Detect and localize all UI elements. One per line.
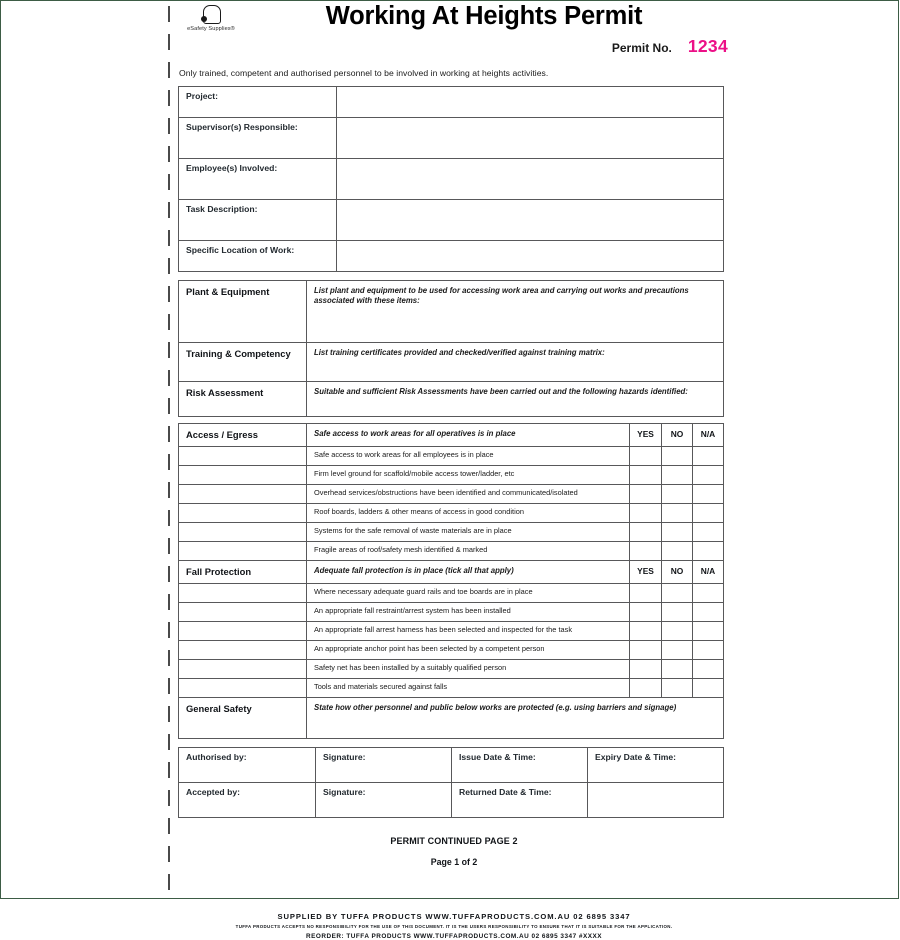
- checklist-answer-box-yes[interactable]: [630, 660, 662, 679]
- checklist-group-header-row: [179, 424, 724, 447]
- details-field-value: [337, 159, 723, 163]
- checklist-item-text-cell: [307, 603, 630, 622]
- checklist-item-text: Tools and materials secured against falls: [314, 682, 448, 691]
- signoff-cell[interactable]: [452, 783, 588, 818]
- checklist-answer-box-na[interactable]: [693, 447, 724, 466]
- signoff-cell-value: [316, 763, 451, 767]
- prep-section-label: Risk Assessment: [186, 387, 264, 398]
- signoff-cell-value: [588, 763, 723, 767]
- details-field-label-cell: [179, 200, 337, 241]
- checklist-answer-box-yes[interactable]: [630, 466, 662, 485]
- checklist-row-spacer: [179, 622, 307, 641]
- page-title: Working At Heights Permit: [325, 2, 643, 30]
- checklist-row: [179, 679, 724, 698]
- checklist-item-text-cell: [307, 485, 630, 504]
- checklist-row: [179, 485, 724, 504]
- checklist-item-text-cell: [307, 622, 630, 641]
- disclaimer-line: TUFFA PRODUCTS ACCEPTS NO RESPONSIBILITY FOR THE USE OF THIS DOCUMENT. IT IS THE USERS RESPONSIBILITY TO ENSURE THAT IT IS SUITABLE FOR THE APPLICATION.: [235, 924, 673, 929]
- permit-continued-note: PERMIT CONTINUED PAGE 2: [390, 836, 518, 846]
- checklist-item-text-cell: [307, 466, 630, 485]
- checklist-item-text: Where necessary adequate guard rails and toe boards are in place: [314, 587, 533, 596]
- signoff-cell[interactable]: [588, 748, 724, 783]
- details-field-input[interactable]: [337, 118, 724, 159]
- details-field-value: [337, 241, 723, 245]
- checklist-group-label: Access / Egress: [186, 429, 258, 440]
- checklist-column-header-label: NO: [670, 429, 684, 439]
- details-field-value: [337, 87, 723, 91]
- checklist-column-header: [630, 561, 662, 584]
- permit-no-value: 1234: [687, 36, 728, 56]
- brand-logo: [178, 4, 244, 32]
- prep-section-label: Plant & Equipment: [186, 286, 270, 297]
- details-field-label: Employee(s) Involved:: [186, 163, 278, 173]
- checklist-answer-box-na[interactable]: [693, 485, 724, 504]
- permit-no-label: Permit No.: [611, 41, 672, 55]
- prep-section-label-cell: [179, 281, 307, 343]
- reorder-line: REORDER: TUFFA PRODUCTS WWW.TUFFAPRODUCTS.COM.AU 02 6895 3347 #XXXX: [305, 933, 603, 940]
- signoff-cell-label: Issue Date & Time:: [459, 752, 536, 762]
- details-field-value: [337, 118, 723, 122]
- general-safety-label: General Safety: [186, 703, 252, 714]
- details-field-input[interactable]: [337, 241, 724, 272]
- details-field-label-cell: [179, 87, 337, 118]
- details-field-label-cell: [179, 118, 337, 159]
- checklist-group-heading: Safe access to work areas for all operatives is in place: [314, 429, 516, 438]
- checklist-item-text-cell: [307, 679, 630, 698]
- signoff-cell-label: Signature:: [323, 787, 366, 797]
- checklist-item-text-cell: [307, 504, 630, 523]
- checklist-answer-box-na[interactable]: [693, 466, 724, 485]
- prep-row: [179, 281, 724, 343]
- checklist-group-label-cell: [179, 424, 307, 447]
- preparation-table: [178, 280, 724, 417]
- signoff-cell-value: [179, 798, 315, 802]
- checklist-row-spacer: [179, 504, 307, 523]
- checklist-row: [179, 660, 724, 679]
- general-safety-label-cell: [179, 698, 307, 739]
- checklist-item-text: Safety net has been installed by a suitably qualified person: [314, 663, 507, 672]
- prep-section-hint: Suitable and sufficient Risk Assessments have been carried out and the following hazards identified:: [314, 387, 688, 396]
- checklist-group-header-row: [179, 561, 724, 584]
- prep-section-input[interactable]: [307, 382, 724, 417]
- checklist-group-heading: Adequate fall protection is in place (tick all that apply): [314, 566, 514, 575]
- signoff-cell-label: Accepted by:: [186, 787, 240, 797]
- signoff-cell-value: [179, 763, 315, 767]
- checklist-item-text: Firm level ground for scaffold/mobile access tower/ladder, etc: [314, 469, 515, 478]
- signoff-cell-label: Expiry Date & Time:: [595, 752, 677, 762]
- checklist-answer-box-no[interactable]: [662, 466, 693, 485]
- checklist-answer-box-no[interactable]: [662, 584, 693, 603]
- checklist-answer-box-no[interactable]: [662, 523, 693, 542]
- signoff-row: [179, 783, 724, 818]
- checklist-group-heading-cell: [307, 561, 630, 584]
- checklist-answer-box-no[interactable]: [662, 641, 693, 660]
- details-field-label-cell: [179, 159, 337, 200]
- prep-section-label-cell: [179, 343, 307, 382]
- signoff-cell[interactable]: [179, 748, 316, 783]
- signoff-cell-label: Returned Date & Time:: [459, 787, 552, 797]
- checklist-answer-box-na[interactable]: [693, 523, 724, 542]
- checklist-column-header: [630, 424, 662, 447]
- checklist-item-text: An appropriate anchor point has been selected by a competent person: [314, 644, 545, 653]
- checklist-item-text: Roof boards, ladders & other means of access in good condition: [314, 507, 524, 516]
- checklist-group-label: Fall Protection: [186, 566, 252, 577]
- details-field-input[interactable]: [337, 159, 724, 200]
- checklist-column-header: [662, 424, 693, 447]
- checklist-row-spacer: [179, 660, 307, 679]
- signoff-cell[interactable]: [316, 783, 452, 818]
- prep-section-value: [307, 397, 723, 401]
- checklist-column-header: [662, 561, 693, 584]
- checklist-row-spacer: [179, 485, 307, 504]
- checklist-item-text: An appropriate fall restraint/arrest system has been installed: [314, 606, 511, 615]
- signoff-cell-label: Signature:: [323, 752, 366, 762]
- general-safety-hint: State how other personnel and public below works are protected (e.g. using barriers and signage): [314, 703, 677, 712]
- checklist-answer-box-yes[interactable]: [630, 523, 662, 542]
- checklist-item-text-cell: [307, 523, 630, 542]
- permit-number-block: [612, 36, 728, 57]
- checklist-row-spacer: [179, 584, 307, 603]
- signoff-table: [178, 747, 724, 818]
- checklist-row: [179, 542, 724, 561]
- checklist-item-text: Overhead services/obstructions have been identified and communicated/isolated: [314, 488, 578, 497]
- signoff-cell-value: [588, 788, 723, 792]
- checklist-answer-box-no[interactable]: [662, 660, 693, 679]
- checklist-answer-box-no[interactable]: [662, 447, 693, 466]
- checklist-answer-box-na[interactable]: [693, 660, 724, 679]
- checklist-answer-box-no[interactable]: [662, 504, 693, 523]
- checklist-answer-box-no[interactable]: [662, 622, 693, 641]
- checklist-item-text-cell: [307, 542, 630, 561]
- signoff-cell-value: [316, 798, 451, 802]
- signoff-cell[interactable]: [179, 783, 316, 818]
- prep-row: [179, 343, 724, 382]
- details-row: [179, 159, 724, 200]
- prep-section-label-cell: [179, 382, 307, 417]
- details-field-label: Specific Location of Work:: [186, 245, 295, 255]
- general-safety-value: [307, 713, 723, 717]
- checklist-answer-box-yes[interactable]: [630, 622, 662, 641]
- signoff-cell-value: [452, 763, 587, 767]
- prep-section-input[interactable]: [307, 281, 724, 343]
- checklist-answer-box-na[interactable]: [693, 504, 724, 523]
- checklist-column-header-label: NO: [670, 566, 684, 576]
- checklist-item-text: Fragile areas of roof/safety mesh identified & marked: [314, 545, 488, 554]
- prep-row: [179, 382, 724, 417]
- prep-section-label: Training & Competency: [186, 348, 291, 359]
- permit-page: [178, 0, 730, 940]
- checklist-item-text-cell: [307, 641, 630, 660]
- checklist-row-spacer: [179, 542, 307, 561]
- details-row: [179, 118, 724, 159]
- supplied-by-line: SUPPLIED BY TUFFA PRODUCTS WWW.TUFFAPRODUCTS.COM.AU 02 6895 3347: [277, 912, 631, 921]
- prep-section-hint: List plant and equipment to be used for accessing work area and carrying out works and precautions associated with these items:: [314, 286, 689, 306]
- details-table: [178, 86, 724, 272]
- checklist-item-text-cell: [307, 447, 630, 466]
- checklist-answer-box-na[interactable]: [693, 542, 724, 561]
- signoff-row: [179, 748, 724, 783]
- page-subtitle: Only trained, competent and authorised personnel to be involved in working at heights activities.: [179, 68, 549, 78]
- checklist-group-heading-cell: [307, 424, 630, 447]
- checklist-answer-box-yes[interactable]: [630, 485, 662, 504]
- checklist-column-header-label: YES: [637, 566, 654, 576]
- brand-logo-text: eSafety Supplies®: [187, 26, 235, 32]
- checklist-row-spacer: [179, 641, 307, 660]
- general-safety-input[interactable]: [307, 698, 724, 739]
- checklist-column-header-label: N/A: [700, 566, 716, 576]
- checklist-row-spacer: [179, 679, 307, 698]
- details-field-label-cell: [179, 241, 337, 272]
- checklist-answer-box-yes[interactable]: [630, 504, 662, 523]
- checklist-item-text: Systems for the safe removal of waste materials are in place: [314, 526, 512, 535]
- checklist-row: [179, 447, 724, 466]
- checklist-item-text: Safe access to work areas for all employees is in place: [314, 450, 494, 459]
- general-safety-row: [179, 698, 724, 739]
- details-field-label: Task Description:: [186, 204, 258, 214]
- signoff-cell-label: Authorised by:: [186, 752, 247, 762]
- prep-section-hint: List training certificates provided and checked/verified against training matrix:: [314, 348, 605, 357]
- checklist-answer-box-na[interactable]: [693, 584, 724, 603]
- checklist-row-spacer: [179, 466, 307, 485]
- checklist-row-spacer: [179, 447, 307, 466]
- details-field-input[interactable]: [337, 200, 724, 241]
- checklist-item-text-cell: [307, 660, 630, 679]
- prep-section-value: [307, 358, 723, 362]
- checklist-answer-box-no[interactable]: [662, 485, 693, 504]
- checklist-answer-box-na[interactable]: [693, 679, 724, 698]
- checklist-answer-box-no[interactable]: [662, 542, 693, 561]
- details-row: [179, 87, 724, 118]
- checklist-column-header: [693, 424, 724, 447]
- details-field-input[interactable]: [337, 87, 724, 118]
- signoff-cell[interactable]: [316, 748, 452, 783]
- page-header: [178, 0, 730, 66]
- checklist-row: [179, 466, 724, 485]
- perforation-line: [168, 6, 170, 894]
- checklist-row: [179, 622, 724, 641]
- checklist-answer-box-yes[interactable]: [630, 679, 662, 698]
- checklist-row: [179, 641, 724, 660]
- checklist-column-header-label: N/A: [700, 429, 716, 439]
- checklist-answer-box-na[interactable]: [693, 603, 724, 622]
- signoff-cell-value: [452, 798, 587, 802]
- checklist-row: [179, 603, 724, 622]
- checklist-item-text: An appropriate fall arrest harness has been selected and inspected for the task: [314, 625, 573, 634]
- signoff-cell[interactable]: [588, 783, 724, 818]
- details-row: [179, 241, 724, 272]
- prep-section-input[interactable]: [307, 343, 724, 382]
- checklist-column-header-label: YES: [637, 429, 654, 439]
- checklist-answer-box-no[interactable]: [662, 679, 693, 698]
- prep-section-value: [307, 306, 723, 310]
- checklist-row: [179, 504, 724, 523]
- checklist-column-header: [693, 561, 724, 584]
- hard-hat-icon: [201, 4, 221, 25]
- checklist-answer-box-no[interactable]: [662, 603, 693, 622]
- checklist-answer-box-na[interactable]: [693, 641, 724, 660]
- checklist-answer-box-yes[interactable]: [630, 447, 662, 466]
- page-number: Page 1 of 2: [430, 857, 478, 867]
- checklist-answer-box-yes[interactable]: [630, 641, 662, 660]
- checklist-row-spacer: [179, 523, 307, 542]
- details-row: [179, 200, 724, 241]
- checklist-answer-box-na[interactable]: [693, 622, 724, 641]
- checklist-answer-box-yes[interactable]: [630, 584, 662, 603]
- checklist-answer-box-yes[interactable]: [630, 542, 662, 561]
- checklist-row: [179, 523, 724, 542]
- details-field-value: [337, 200, 723, 204]
- signoff-cell[interactable]: [452, 748, 588, 783]
- checklist-table: [178, 423, 724, 739]
- details-field-label: Supervisor(s) Responsible:: [186, 122, 298, 132]
- checklist-answer-box-yes[interactable]: [630, 603, 662, 622]
- details-field-label: Project:: [186, 91, 218, 101]
- checklist-group-label-cell: [179, 561, 307, 584]
- checklist-row-spacer: [179, 603, 307, 622]
- checklist-row: [179, 584, 724, 603]
- checklist-item-text-cell: [307, 584, 630, 603]
